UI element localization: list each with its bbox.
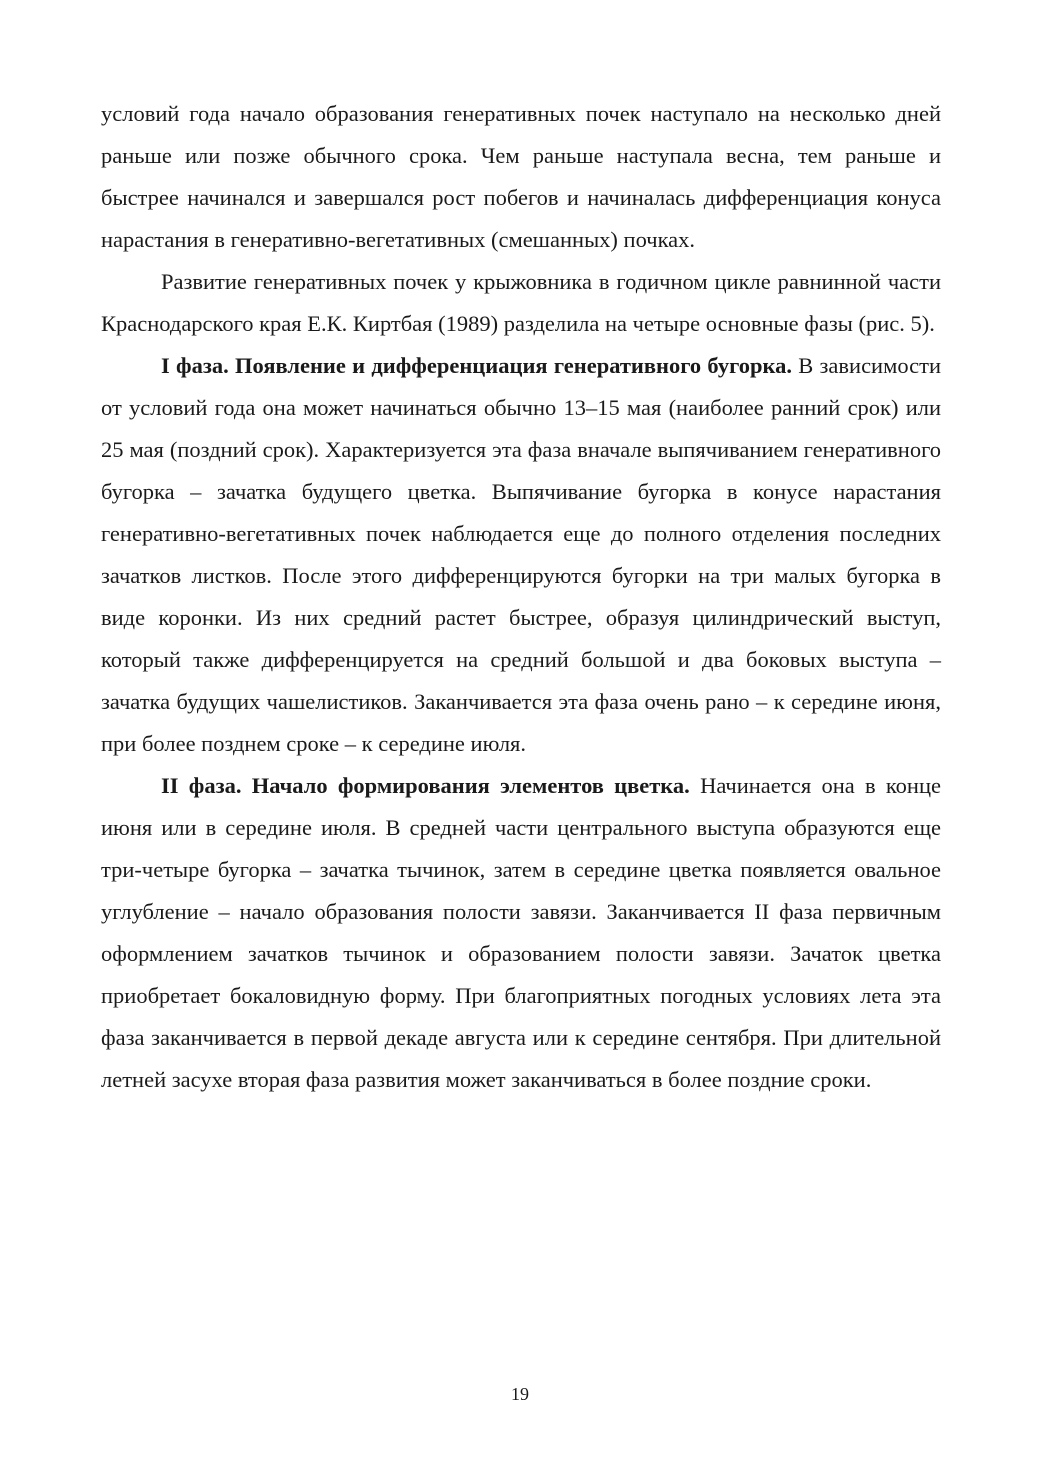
paragraph-text: условий года начало образования генеративных почек наступало на несколько дней раньше или позже обычного срока. Чем раньше наступала весна, тем раньше и быстрее начинался и завершался рост побегов и начиналась дифференциация конуса нарастания в генеративно-вегетативных (смешанных) почках.	[101, 101, 941, 252]
paragraph-text: Начинается она в конце июня или в середине июля. В средней части центрального выступа образуются еще три-четыре бугорка – зачатка тычинок, затем в середине цветка появляется овальное углубление – начало образования полости завязи. Заканчивается II фаза первичным оформлением зачатков тычинок и образованием полости завязи. Зачаток цветка приобретает бокаловидную форму. При благоприятных погодных условиях лета эта фаза заканчивается в первой декаде августа или к середине сентября. При длительной летней засухе вторая фаза развития может заканчиваться в более поздние сроки.	[101, 773, 941, 1092]
paragraph-intro-phases	[101, 261, 941, 345]
paragraph-phase-2	[101, 765, 941, 1101]
paragraph-phase-1	[101, 345, 941, 765]
paragraph-text: В зависимости от условий года она может начинаться обычно 13–15 мая (наиболее ранний срок) или 25 мая (поздний срок). Характеризуется эта фаза вначале выпячиванием генеративного бугорка – зачатка будущего цветка. Выпячивание бугорка в конусе нарастания генеративно-вегетативных почек наблюдается еще до полного отделения последних зачатков листков. После этого дифференцируются бугорки на три малых бугорка в виде коронки. Из них средний растет быстрее, образуя цилиндрический выступ, который также дифференцируется на средний большой и два боковых выступа – зачатка будущих чашелистиков. Заканчивается эта фаза очень рано – к середине июня, при более позднем сроке – к середине июля.	[101, 353, 942, 756]
phase-1-heading: I фаза. Появление и дифференциация генеративного бугорка.	[161, 353, 792, 378]
paragraph-continuation	[101, 93, 941, 261]
paragraph-text: Развитие генеративных почек у крыжовника в годичном цикле равнинной части Краснодарского края Е.К. Киртбая (1989) разделила на четыре основные фазы (рис. 5).	[101, 269, 941, 336]
body-text	[101, 93, 941, 1101]
page-number: 19	[511, 1384, 529, 1404]
phase-2-heading: II фаза. Начало формирования элементов цветка.	[161, 773, 690, 798]
